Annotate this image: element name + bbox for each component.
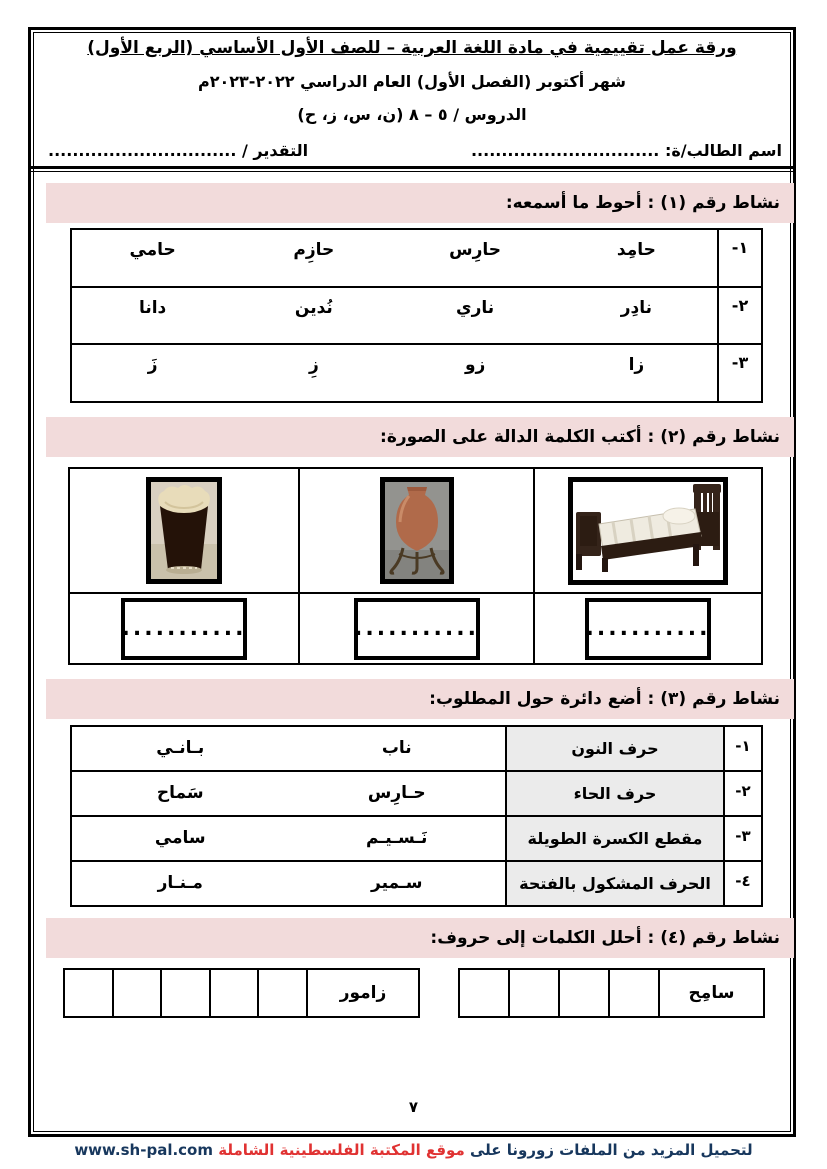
word-option[interactable]: حـارِس (367, 783, 426, 803)
letter-cell[interactable] (112, 970, 161, 1016)
row-prompt: مقطع الكسرة الطويلة (505, 817, 723, 860)
activity4-title: نشاط رقم (٤) : أحلل الكلمات إلى حروف: (46, 918, 794, 958)
worksheet-title: ورقة عمل تقييمية في مادة اللغة العربية – للصف الأول الأساسي (الربع الأول) (87, 38, 737, 58)
footer (0, 1141, 827, 1159)
letter-boxes-zamour (63, 968, 420, 1018)
answer-dots: ........... (585, 615, 711, 641)
worksheet-subtitle-lessons: الدروس / ٥ – ٨ (ن، س، ز، ح) (297, 105, 527, 124)
answer-dots: ........... (354, 615, 479, 641)
page-number: ٧ (408, 1098, 419, 1116)
picture-column-bed (533, 469, 761, 663)
letter-cell[interactable] (65, 970, 112, 1016)
word-option[interactable]: ناري (456, 297, 495, 318)
source-word: سامِح (658, 970, 763, 1016)
word-option[interactable]: حازِم (293, 240, 335, 260)
clay-pot-image (380, 477, 454, 584)
table-row (72, 862, 761, 905)
row-number: ٢- (723, 772, 761, 815)
word-option[interactable]: سـمير (371, 873, 423, 893)
row-number: ٣- (723, 817, 761, 860)
row-prompt: حرف الحاء (505, 772, 723, 815)
activity2-table (68, 467, 763, 665)
word-option[interactable]: زَ (147, 355, 158, 376)
answer-box[interactable] (585, 598, 711, 660)
word-option[interactable]: نادِر (620, 297, 653, 318)
letter-cell[interactable] (209, 970, 258, 1016)
word-option[interactable]: نَـسـيـم (366, 828, 428, 848)
answer-box[interactable] (121, 598, 247, 660)
word-option[interactable]: حامي (129, 240, 176, 260)
row-number: ١- (723, 727, 761, 770)
student-name-field[interactable]: اسم الطالب/ة: ............................... (470, 141, 782, 160)
worksheet-subtitle-month: شهر أكتوبر (الفصل الأول) العام الدراسي ٢٠٢٢-٢٠٢٣م (198, 72, 626, 91)
grade-field[interactable]: التقدير / ............................... (48, 141, 309, 160)
row-number: ٢- (717, 288, 761, 344)
activity3-table (70, 725, 763, 907)
word-option[interactable]: سامي (154, 828, 206, 848)
letter-cell[interactable] (608, 970, 658, 1016)
word-option[interactable]: حارِس (449, 240, 502, 260)
picture-column-cup (70, 469, 298, 663)
word-option[interactable]: سَماح (156, 783, 204, 803)
letter-cell[interactable] (160, 970, 209, 1016)
row-number: ٤- (723, 862, 761, 905)
letter-boxes-samih (458, 968, 765, 1018)
picture-cell (535, 469, 761, 594)
name-grade-row (48, 141, 782, 160)
row-number: ١- (717, 230, 761, 286)
header-separator (31, 166, 793, 172)
answer-box[interactable] (354, 598, 480, 660)
answer-cell (70, 594, 298, 663)
answer-cell (300, 594, 533, 663)
word-option[interactable]: حامِد (616, 240, 656, 260)
word-option[interactable]: زِ (308, 355, 319, 376)
table-row (72, 772, 761, 817)
table-row (72, 345, 761, 401)
drink-glass-image (146, 477, 222, 584)
word-option[interactable]: نُدين (294, 297, 333, 318)
word-option[interactable]: مـنـار (157, 873, 203, 893)
row-number: ٣- (717, 345, 761, 401)
answer-cell (535, 594, 761, 663)
activity1-title: نشاط رقم (١) : أحوط ما أسمعه: (46, 183, 794, 223)
bed-image (568, 477, 728, 585)
table-row (72, 817, 761, 862)
word-option[interactable]: زا (628, 355, 645, 376)
activity3-title: نشاط رقم (٣) : أضع دائرة حول المطلوب: (46, 679, 794, 719)
word-option[interactable]: دانا (138, 297, 167, 318)
letter-cell[interactable] (460, 970, 508, 1016)
activity2-title: نشاط رقم (٢) : أكتب الكلمة الدالة على الصورة: (46, 417, 794, 457)
footer-url[interactable]: www.sh-pal.com (74, 1141, 213, 1159)
answer-dots: ........... (121, 615, 247, 641)
activity1-table (70, 228, 763, 403)
footer-text: لتحميل المزيد من الملفات زورونا على (470, 1141, 753, 1159)
table-row (72, 288, 761, 346)
word-option[interactable]: ناب (381, 738, 412, 758)
table-row (72, 727, 761, 772)
picture-column-pot (298, 469, 533, 663)
row-prompt: الحرف المشكول بالفتحة (505, 862, 723, 905)
row-prompt: حرف النون (505, 727, 723, 770)
letter-cell[interactable] (257, 970, 306, 1016)
picture-cell (300, 469, 533, 594)
letter-cell[interactable] (558, 970, 608, 1016)
word-option[interactable]: بـانـي (156, 738, 205, 758)
picture-cell (70, 469, 298, 594)
word-option[interactable]: زو (464, 355, 486, 376)
source-word: زامور (306, 970, 418, 1016)
footer-site-name: موقع المكتبة الفلسطينية الشاملة (218, 1141, 465, 1159)
table-row (72, 230, 761, 288)
letter-cell[interactable] (508, 970, 558, 1016)
